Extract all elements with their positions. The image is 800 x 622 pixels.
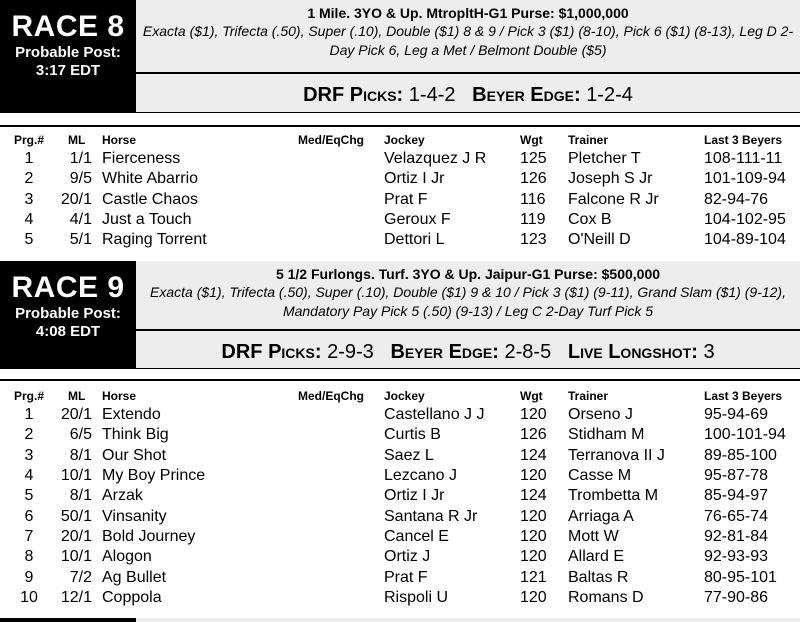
table-row: [0, 486, 800, 506]
entry-beyers: 92-81-84: [704, 527, 769, 545]
entry-weight: 123: [520, 231, 547, 249]
entry-program-number: 1: [24, 406, 34, 424]
entry-program-number: 5: [24, 487, 34, 505]
col-ml: ML: [68, 389, 86, 403]
entry-beyers: 85-94-97: [704, 487, 769, 505]
col-wgt: Wgt: [520, 133, 543, 147]
entry-weight: 125: [520, 150, 547, 168]
race-9-entries: [0, 405, 800, 608]
entry-morning-line: 1/1: [69, 150, 92, 168]
entry-horse: Ag Bullet: [102, 568, 167, 586]
entry-weight: 126: [520, 426, 547, 444]
entry-med-eq: [298, 466, 384, 486]
race-number: RACE 8: [11, 10, 125, 43]
entry-trainer: Stidham M: [568, 426, 645, 444]
entry-med-eq: [298, 527, 384, 547]
race-8-label-box: [0, 0, 136, 113]
entry-trainer: Casse M: [568, 467, 632, 485]
entry-weight: 120: [520, 467, 547, 485]
table-header-row: [0, 131, 800, 149]
picks-line: [136, 84, 800, 107]
entry-program-number: 9: [24, 568, 34, 586]
race-8-header: [0, 0, 800, 113]
divider: [136, 329, 800, 331]
divider: [0, 125, 800, 127]
entry-horse: Castle Chaos: [102, 190, 199, 208]
entry-trainer: Allard E: [568, 548, 625, 566]
entry-jockey: Curtis B: [384, 426, 441, 444]
entry-program-number: 2: [24, 170, 34, 188]
beyer-edge-label: Beyer Edge:: [472, 84, 581, 106]
col-ml: ML: [68, 133, 86, 147]
beyer-edge-label: Beyer Edge:: [390, 341, 499, 363]
entry-morning-line: 50/1: [60, 507, 92, 525]
table-row: [0, 425, 800, 445]
entry-horse: Alogon: [102, 548, 152, 566]
race-number: RACE 9: [11, 271, 125, 304]
picks-line: [136, 341, 800, 364]
entry-horse: Think Big: [102, 426, 169, 444]
divider: [136, 72, 800, 74]
entry-med-eq: [298, 547, 384, 567]
race-9-entries-table: [0, 387, 800, 608]
entry-horse: White Abarrio: [102, 170, 199, 188]
table-row: [0, 149, 800, 169]
entry-weight: 120: [520, 406, 547, 424]
drf-picks-value: 2-9-3: [327, 341, 374, 363]
entry-program-number: 4: [24, 467, 34, 485]
entry-beyers: 108-111-11: [704, 150, 783, 168]
table-row: [0, 405, 800, 425]
entry-beyers: 95-87-78: [704, 467, 769, 485]
col-beyers: Last 3 Beyers: [704, 133, 783, 147]
entry-morning-line: 10/1: [60, 467, 92, 485]
table-row: [0, 527, 800, 547]
entry-horse: My Boy Prince: [102, 467, 206, 485]
beyer-edge-value: 1-2-4: [586, 84, 633, 106]
entry-med-eq: [298, 210, 384, 230]
table-row: [0, 210, 800, 230]
drf-picks-value: 1-4-2: [408, 84, 456, 106]
entry-weight: 119: [520, 211, 546, 229]
entry-beyers: 92-93-93: [704, 548, 769, 566]
divider: [0, 379, 800, 381]
entry-weight: 124: [520, 446, 547, 464]
entry-morning-line: 8/1: [69, 446, 92, 464]
col-jockey: Jockey: [384, 389, 425, 403]
entry-morning-line: 20/1: [60, 406, 92, 424]
entry-jockey: Lezcano J: [384, 467, 457, 485]
entry-program-number: 7: [24, 527, 34, 545]
table-header-row: [0, 387, 800, 405]
entry-morning-line: 5/1: [69, 231, 92, 249]
entry-trainer: Terranova II J: [568, 446, 665, 464]
entry-trainer: Joseph S Jr: [568, 170, 653, 188]
drf-picks-label: DRF Picks:: [221, 341, 322, 363]
entry-beyers: 89-85-100: [704, 446, 777, 464]
entry-program-number: 2: [24, 426, 34, 444]
entry-horse: Fierceness: [102, 150, 181, 168]
entry-weight: 120: [520, 548, 547, 566]
table-row: [0, 588, 800, 608]
entry-trainer: Baltas R: [568, 568, 629, 586]
entry-jockey: Ortiz I Jr: [384, 487, 445, 505]
col-horse: Horse: [102, 133, 137, 147]
col-trainer: Trainer: [568, 133, 609, 147]
entry-beyers: 77-90-86: [704, 588, 769, 606]
entry-jockey: Velazquez J R: [384, 150, 487, 168]
col-med: Med/EqChg: [298, 133, 364, 147]
table-row: [0, 466, 800, 486]
post-time: 3:17 EDT: [35, 62, 101, 79]
entry-med-eq: [298, 149, 384, 169]
entry-med-eq: [298, 190, 384, 210]
col-prg: Prg.#: [13, 133, 44, 147]
entry-med-eq: [298, 405, 384, 425]
entry-horse: Just a Touch: [102, 211, 192, 229]
entry-morning-line: 4/1: [69, 211, 92, 229]
entry-trainer: Romans D: [568, 588, 644, 606]
col-jockey: Jockey: [384, 133, 425, 147]
entry-jockey: Prat F: [384, 568, 428, 586]
entry-jockey: Dettori L: [384, 231, 445, 249]
entry-program-number: 4: [24, 211, 34, 229]
race-conditions: 5 1/2 Furlongs. Turf. 3YO & Up. Jaipur-G1 Purse: $500,000: [275, 266, 661, 282]
table-row: [0, 169, 800, 189]
entry-weight: 124: [520, 487, 547, 505]
entry-horse: Arzak: [102, 487, 143, 505]
entry-morning-line: 6/5: [69, 426, 92, 444]
race-9-label-box: [0, 261, 136, 369]
race-9-info: [136, 261, 800, 369]
next-race-label-box: [0, 618, 136, 622]
entry-weight: 116: [520, 190, 546, 208]
table-row: [0, 506, 800, 526]
live-longshot-value: 3: [703, 341, 715, 363]
entry-horse: Vinsanity: [102, 507, 167, 525]
entry-med-eq: [298, 486, 384, 506]
entry-trainer: Trombetta M: [568, 487, 659, 505]
entry-morning-line: 8/1: [69, 487, 92, 505]
entry-program-number: 5: [24, 231, 34, 249]
entry-trainer: Arriaga A: [568, 507, 634, 525]
beyer-edge-value: 2-8-5: [504, 341, 552, 363]
entry-med-eq: [298, 506, 384, 526]
wager-menu: Exacta ($1), Trifecta (.50), Super (.10), Double ($1) 8 & 9 / Pick 3 ($1) (8-10), Pick 6 ($1) (8-13), Leg D 2-Day Pick 6, Leg a Met / Belmont Double ($5): [142, 23, 794, 58]
col-beyers: Last 3 Beyers: [704, 389, 783, 403]
race-8-entries-table: [0, 131, 800, 250]
entry-jockey: Cancel E: [384, 527, 449, 545]
entry-jockey: Ortiz I Jr: [384, 170, 445, 188]
entry-beyers: 76-65-74: [704, 507, 769, 525]
table-row: [0, 446, 800, 466]
race-9-header: [0, 261, 800, 369]
entry-med-eq: [298, 425, 384, 445]
entry-trainer: Pletcher T: [568, 150, 641, 168]
entry-morning-line: 20/1: [60, 527, 92, 545]
entry-beyers: 100-101-94: [704, 426, 786, 444]
entry-jockey: Santana R Jr: [384, 507, 478, 525]
table-row: [0, 230, 800, 250]
entry-horse: Our Shot: [102, 446, 167, 464]
entry-program-number: 10: [20, 588, 38, 606]
entry-horse: Coppola: [102, 588, 162, 606]
live-longshot-label: Live Longshot:: [567, 341, 698, 363]
entry-trainer: O'Neill D: [568, 231, 631, 249]
entry-jockey: Rispoli U: [384, 588, 449, 606]
race-8-entries: [0, 149, 800, 250]
entry-program-number: 3: [24, 190, 34, 208]
probable-post-label: Probable Post:: [15, 305, 121, 322]
table-row: [0, 567, 800, 587]
entry-beyers: 82-94-76: [704, 190, 769, 208]
col-wgt: Wgt: [520, 389, 543, 403]
entry-jockey: Ortiz J: [384, 548, 431, 566]
entry-morning-line: 12/1: [60, 588, 92, 606]
entry-weight: 120: [520, 588, 547, 606]
entry-morning-line: 7/2: [69, 568, 92, 586]
entry-jockey: Saez L: [384, 446, 434, 464]
entry-med-eq: [298, 446, 384, 466]
entry-trainer: Mott W: [568, 527, 619, 545]
col-prg: Prg.#: [13, 389, 44, 403]
col-med: Med/EqChg: [298, 389, 364, 403]
entry-trainer: Cox B: [568, 211, 612, 229]
entry-med-eq: [298, 230, 384, 250]
col-horse: Horse: [102, 389, 137, 403]
drf-picks-label: DRF Picks:: [303, 84, 404, 106]
entry-med-eq: [298, 567, 384, 587]
entry-program-number: 3: [24, 446, 34, 464]
entry-beyers: 80-95-101: [704, 568, 777, 586]
wager-menu: Exacta ($1), Trifecta (.50), Super (.10), Double ($1) 9 & 10 / Pick 3 ($1) (9-11), Grand Slam ($1) (9-12), Mandatory Pay Pick 5 (.50) (9-13) / Leg C 2-Day Turf Pick 5: [150, 284, 786, 319]
entry-weight: 121: [520, 568, 547, 586]
entry-beyers: 101-109-94: [704, 170, 786, 188]
entry-trainer: Falcone R Jr: [568, 190, 659, 208]
table-row: [0, 190, 800, 210]
entry-weight: 120: [520, 527, 547, 545]
entry-morning-line: 20/1: [60, 190, 92, 208]
entry-program-number: 8: [24, 548, 34, 566]
entry-program-number: 1: [24, 150, 34, 168]
entry-jockey: Castellano J J: [384, 406, 485, 424]
race-8-info: [136, 0, 800, 113]
entry-med-eq: [298, 169, 384, 189]
entry-program-number: 6: [24, 507, 34, 525]
race-conditions: 1 Mile. 3YO & Up. MtropltH-G1 Purse: $1,000,000: [307, 5, 629, 21]
entry-morning-line: 9/5: [69, 170, 92, 188]
entry-med-eq: [298, 588, 384, 608]
probable-post-label: Probable Post:: [15, 44, 121, 61]
entry-horse: Extendo: [102, 406, 161, 424]
entry-morning-line: 10/1: [60, 548, 92, 566]
entry-jockey: Geroux F: [384, 211, 451, 229]
table-row: [0, 547, 800, 567]
entry-horse: Raging Torrent: [102, 231, 207, 249]
entry-beyers: 104-89-104: [704, 231, 786, 249]
next-race-info: [136, 618, 800, 622]
col-trainer: Trainer: [568, 389, 609, 403]
entry-beyers: 104-102-95: [704, 211, 786, 229]
entry-jockey: Prat F: [384, 190, 428, 208]
entry-weight: 120: [520, 507, 547, 525]
entry-trainer: Orseno J: [568, 406, 633, 424]
entry-beyers: 95-94-69: [704, 406, 769, 424]
entry-weight: 126: [520, 170, 547, 188]
entry-horse: Bold Journey: [102, 527, 196, 545]
post-time: 4:08 EDT: [35, 323, 101, 340]
